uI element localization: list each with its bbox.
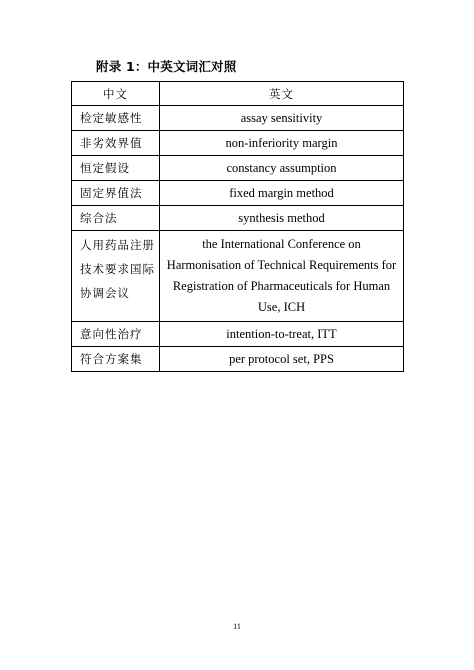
term-english: fixed margin method [160, 181, 404, 206]
term-english: assay sensitivity [160, 106, 404, 131]
table-row [72, 206, 404, 231]
table-header-row [72, 82, 404, 106]
term-chinese: 恒定假设 [72, 156, 160, 181]
term-english: constancy assumption [160, 156, 404, 181]
table-row [72, 131, 404, 156]
table-row [72, 106, 404, 131]
table-row [72, 347, 404, 372]
term-chinese-line: 人用药品注册 [80, 238, 155, 252]
term-chinese: 意向性治疗 [72, 322, 160, 347]
term-chinese-line: 协调会议 [80, 286, 130, 300]
term-chinese-line: 技术要求国际 [80, 262, 155, 276]
term-english-line: the International Conference on [202, 237, 361, 251]
glossary-table [71, 81, 404, 372]
header-english: 英文 [160, 82, 404, 106]
header-chinese: 中文 [72, 82, 160, 106]
table-row [72, 231, 404, 322]
page-number: 11 [233, 622, 241, 631]
appendix-heading: 附录 1：中英文词汇对照 [96, 59, 237, 74]
term-chinese: 非劣效界值 [72, 131, 160, 156]
term-english: synthesis method [160, 206, 404, 231]
table-row [72, 322, 404, 347]
term-chinese [72, 231, 160, 322]
term-english-line: Use, ICH [257, 300, 306, 314]
table-row [72, 156, 404, 181]
term-english [160, 231, 404, 322]
term-chinese: 检定敏感性 [72, 106, 160, 131]
term-english-line: Harmonisation of Technical Requirements for [166, 258, 397, 272]
term-chinese: 固定界值法 [72, 181, 160, 206]
term-chinese: 符合方案集 [72, 347, 160, 372]
term-english-line: Registration of Pharmaceuticals for Human [172, 279, 391, 293]
term-english: non-inferiority margin [160, 131, 404, 156]
term-chinese: 综合法 [72, 206, 160, 231]
table-row [72, 181, 404, 206]
term-english: per protocol set, PPS [160, 347, 404, 372]
term-english: intention-to-treat, ITT [160, 322, 404, 347]
